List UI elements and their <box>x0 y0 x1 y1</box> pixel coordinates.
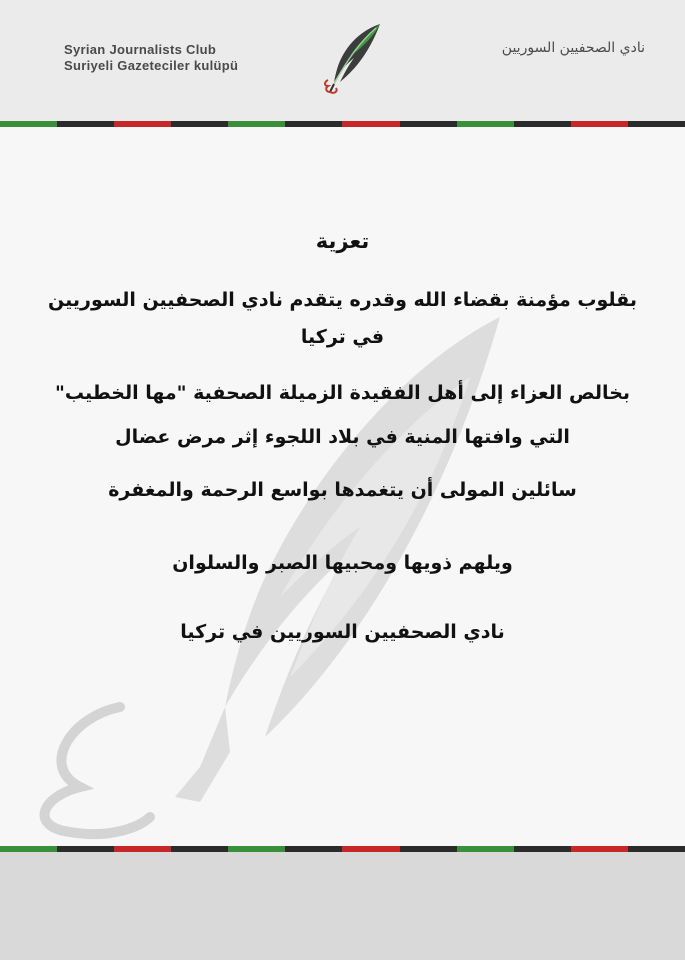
letter-line: سائلين المولى أن يتغمدها بواسع الرحمة والمغفرة <box>108 479 577 501</box>
letter-line: بقلوب مؤمنة بقضاء الله وقدره يتقدم نادي الصحفيين السوريين <box>48 289 637 311</box>
footer-bar <box>0 852 685 960</box>
letter-line: بخالص العزاء إلى أهل الفقيدة الزميلة الصحفية "مها الخطيب" <box>54 382 631 404</box>
letter-line: ويلهم ذويها ومحبيها الصبر والسلوان <box>172 552 513 574</box>
letter-title: تعزية <box>315 229 370 253</box>
letter-line: في تركيا <box>300 326 385 348</box>
header-bar <box>0 0 685 122</box>
letter-signature: نادي الصحفيين السوريين في تركيا <box>180 621 505 643</box>
brand-name-ar: نادي الصحفيين السوريين <box>501 40 645 56</box>
brand-name-en: Syrian Journalists Club <box>64 42 217 57</box>
condolence-letter <box>0 127 685 846</box>
letter-body <box>0 127 685 846</box>
brand-name-tr: Suriyeli Gazeteciler kulüpü <box>64 58 239 73</box>
letter-line: التي وافتها المنية في بلاد اللجوء إثر مرض عضال <box>115 426 570 448</box>
quill-pen-icon <box>318 22 388 98</box>
brand-english <box>64 42 238 74</box>
